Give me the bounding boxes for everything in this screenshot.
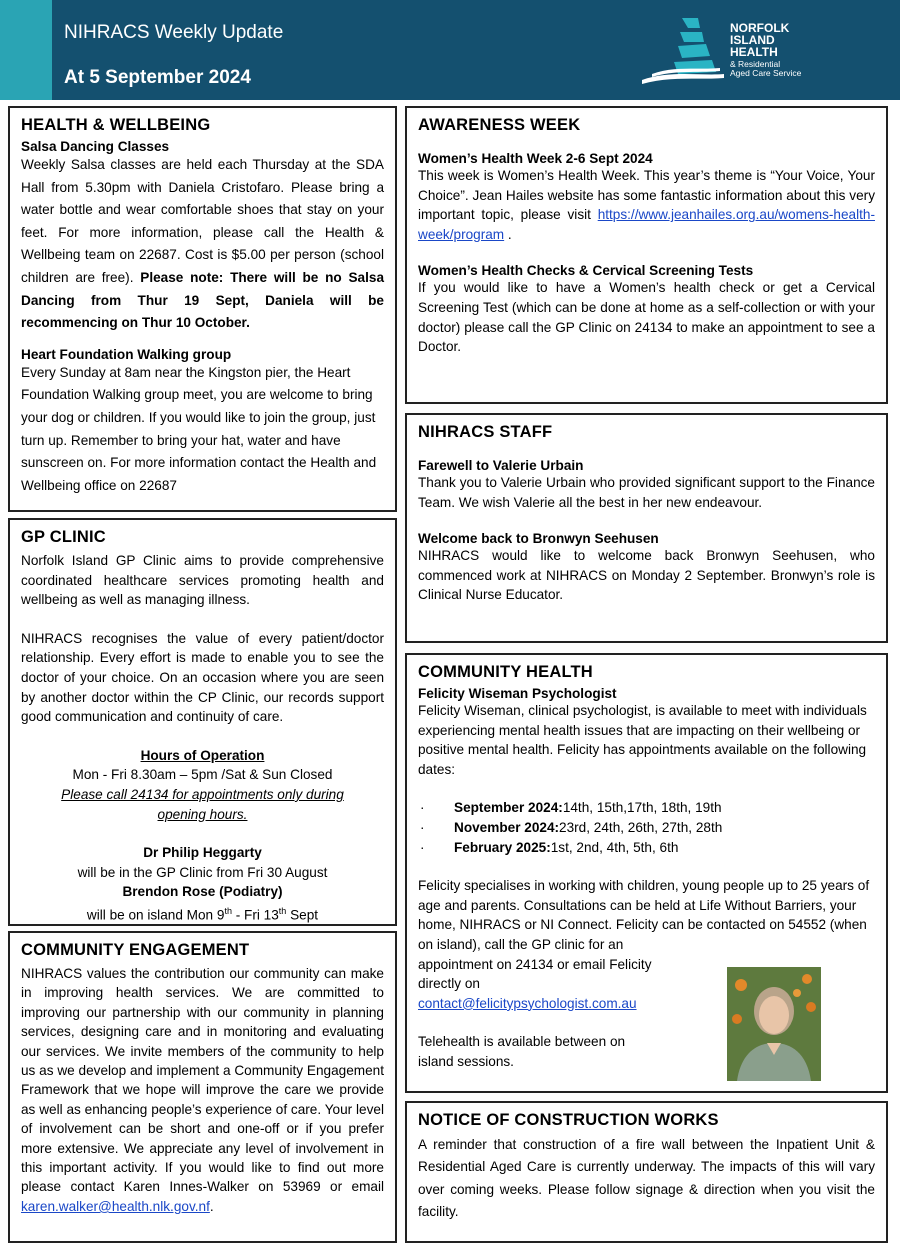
section-heading: COMMUNITY ENGAGEMENT xyxy=(21,941,250,959)
list-item: · February 2025: 1st, 2nd, 4th, 5th, 6th xyxy=(420,839,679,855)
hours-title: Hours of Operation xyxy=(140,747,265,763)
newsletter-title: NIHRACS Weekly Update xyxy=(64,22,284,43)
psychologist-photo xyxy=(727,967,821,1081)
section-heading: AWARENESS WEEK xyxy=(418,116,581,134)
welcome-paragraph: NIHRACS would like to welcome back Bronwyn Seehusen, who commenced work at NIHRACS on Monday 2 September. Bronwyn’s role is Clinical Nurse Educator. xyxy=(418,548,875,603)
construction-paragraph: A reminder that construction of a fire wall between the Inpatient Unit & Residential Aged Care is currently underway. The impacts of this will vary over coming weeks. Please follow signage & direction when you visit the facility. xyxy=(418,1137,875,1220)
salsa-paragraph: Weekly Salsa classes are held each Thursday at the SDA Hall from 5.30pm with Daniela Cristofaro. Please bring a water bottle and wear comfortable shoes that stay on your feet. For more information, please call the Health & Wellbeing team on 22687. Cost is $5.00 per person (school children are free). Please note: There will be no Salsa Dancing from Thur 19 Sept, Daniela will be recommencing on Thur 10 October. xyxy=(21,157,385,331)
logo-subtitle: & Residential Aged Care Service xyxy=(730,59,802,78)
section-heading: NIHRACS STAFF xyxy=(418,423,553,441)
podiatry-note: will be on island Mon 9th - Fri 13th Sept xyxy=(86,905,319,923)
health-checks-title: Women’s Health Checks & Cervical Screening Tests xyxy=(418,263,754,279)
engagement-email-link[interactable]: karen.walker@health.nlk.gov.nf xyxy=(21,1198,210,1214)
psychologist-paragraph: Felicity Wiseman, clinical psychologist, is available to meet with individuals experiencing mental health issues that are impacting on their wellbeing or positive mental health. Felicity has appointments available on the following dates: xyxy=(418,703,867,777)
construction-notice-section xyxy=(405,1101,888,1243)
hours-note: Please call 24134 for appointments only during opening hours. xyxy=(61,786,344,822)
norfolk-island-health-logo xyxy=(640,14,830,90)
doctor-name: Dr Philip Heggarty xyxy=(143,845,262,861)
section-heading: COMMUNITY HEALTH xyxy=(418,663,593,681)
welcome-title: Welcome back to Bronwyn Seehusen xyxy=(418,531,659,547)
hours-text: Mon - Fri 8.30am – 5pm /Sat & Sun Closed xyxy=(72,767,333,783)
appointment-line: appointment on 24134 or email Felicity xyxy=(418,956,652,972)
walking-group-paragraph: Every Sunday at 8am near the Kingston pier, the Heart Foundation Walking group meet, you are welcome to bring your dog or children. If you would like to join the group, just turn up. Remember to bring your hat, water and have sunscreen on. For more information contact the Health and Wellbeing office on 22687 xyxy=(21,364,377,493)
health-checks-paragraph: If you would like to have a Women’s health check or get a Cervical Screening Test (which can be done at home as a self-collection or with your doctor) please call the GP Clinic on 24134 to make an appointment to see a Doctor. xyxy=(418,280,875,355)
health-wellbeing-section xyxy=(8,106,397,512)
logo-wordmark: NORFOLK ISLAND HEALTH xyxy=(730,21,790,59)
womens-health-week-title: Women’s Health Week 2-6 Sept 2024 xyxy=(418,151,653,166)
farewell-title: Farewell to Valerie Urbain xyxy=(418,458,584,473)
specialisation-paragraph: Felicity specialises in working with children, young people up to 25 years of age and parents. Consultations can be held at Life Without Barriers, your home, NIHRACS or NI Connect. Felicity can be contacted on 54552 (when on island), call the GP clinic for an xyxy=(418,878,870,952)
salsa-note: Please note: There will be no Salsa Dancing from Thur 19 Sept, Daniela will be recommencing on Thur 10 October. xyxy=(21,269,385,331)
felicity-email-link[interactable]: contact@felicitypsychologist.com.au xyxy=(418,995,637,1011)
walking-group-title: Heart Foundation Walking group xyxy=(21,346,232,362)
header-accent-strip xyxy=(0,0,52,100)
appointment-line: directly on xyxy=(418,976,480,992)
list-item: · November 2024: 23rd, 24th, 26th, 27th, 28th xyxy=(420,819,723,835)
telehealth-line: Telehealth is available between on xyxy=(418,1034,626,1050)
jean-hailes-link[interactable]: https://www.jeanhailes.org.au/womens-health-week/program xyxy=(418,207,875,242)
womens-health-week-paragraph: This week is Women’s Health Week. This year’s theme is “Your Voice, Your Choice”. Jean Hailes website has some fantastic information about this very important topic, please visit https://www.jeanhailes.org.au/womens-health-week/program . xyxy=(418,168,875,242)
section-heading: NOTICE OF CONSTRUCTION WORKS xyxy=(418,1111,719,1129)
telehealth-line: island sessions. xyxy=(418,1053,514,1069)
podiatry-name: Brendon Rose (Podiatry) xyxy=(122,884,283,900)
page-header xyxy=(0,0,900,100)
psychologist-title: Felicity Wiseman Psychologist xyxy=(418,686,617,701)
list-item: · September 2024: 14th, 15th,17th, 18th, 19th xyxy=(420,800,722,816)
salsa-title: Salsa Dancing Classes xyxy=(21,139,170,154)
awareness-week-section xyxy=(405,106,888,404)
gp-clinic-section xyxy=(8,518,397,926)
section-heading: GP CLINIC xyxy=(21,528,106,546)
community-engagement-section xyxy=(8,931,397,1243)
gp-relationship: NIHRACS recognises the value of every patient/doctor relationship. Every effort is made to enable you to see the doctor of your choice. On an occasion where you are seen by another doctor within the CP Clinic, our records support good communication and continuity of care. xyxy=(21,630,384,725)
gp-intro: Norfolk Island GP Clinic aims to provide comprehensive coordinated healthcare services promoting health and wellbeing as well as managing illness. xyxy=(21,553,384,608)
farewell-paragraph: Thank you to Valerie Urbain who provided significant support to the Finance Team. We wish Valerie all the best in her new endeavour. xyxy=(418,475,875,510)
nihracs-staff-section xyxy=(405,413,888,643)
engagement-paragraph: NIHRACS values the contribution our community can make in improving health services. We are committed to improving our partnership with our community in planning services, designing care and in monitoring and evaluating our services. We invite members of the community to help us as we develop and implement a Community Engagement Framework that we hope will improve the care we provide as well as enhancing people’s experience of care. Your level of involvement can be short and one-off or if you prefer more extensive. We appreciate any level of involvement in this important activity. If you would like to find out more please contact Karen Innes-Walker on 53969 or email karen.walker@health.nlk.gov.nf. xyxy=(21,966,384,1214)
logo-waves-icon xyxy=(640,14,726,90)
newsletter-date: At 5 September 2024 xyxy=(64,67,251,88)
community-health-section xyxy=(405,653,888,1093)
doctor-note: will be in the GP Clinic from Fri 30 August xyxy=(77,864,328,880)
section-heading: HEALTH & WELLBEING xyxy=(21,116,211,134)
